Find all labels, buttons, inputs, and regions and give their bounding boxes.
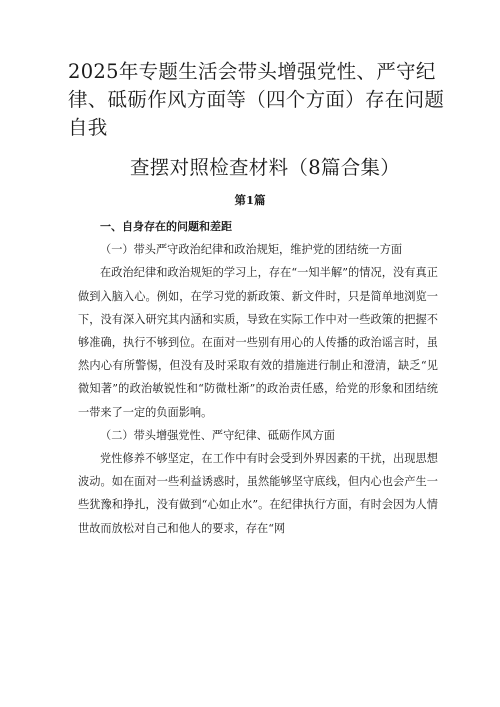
section-heading-1: 一、自身存在的问题和差距 <box>100 220 232 233</box>
title-line-4: 查摆对照检查材料（8篇合集） <box>130 156 401 179</box>
document-title <box>68 58 445 182</box>
title-line-2: 律、砥砺作风方面等（四个方面）存在问题 <box>68 88 445 111</box>
paragraph-1: 在政治纪律和政治规矩的学习上，存在“一知半解”的情况，没有真正做到入脑入心。例如，在学习党的新政策、新文件时，只是简单地浏览一下，没有深入研究其内涵和实质，导致在实际工作中对一些政策的把握不够准确，执行不够到位。在面对一些别有用心的人传播的政治谣言时，虽然内心有所警惕，但没有及时采取有效的措施进行制止和澄清，缺乏“见微知著”的政治敏锐性和“防微杜渐”的政治责任感，给党的形象和团结统一带来了一定的负面影响。 <box>78 266 438 419</box>
subsection-heading-2: （二）带头增强党性、严守纪律、砥砺作风方面 <box>100 428 335 442</box>
document-body <box>78 215 438 540</box>
title-line-1: 2025年专题生活会带头增强党性、严守纪 <box>68 60 436 83</box>
subsection-heading-1: （一）带头严守政治纪律和政治规矩，维护党的团结统一方面 <box>100 243 403 257</box>
paragraph-2: 党性修养不够坚定，在工作中有时会受到外界因素的干扰，出现思想波动。如在面对一些利益诱惑时，虽然能够坚守底线，但内心也会产生一些犹豫和挣扎，没有做到“心如止水”。在纪律执行方面，有时会因为人情世故而放松对自己和他人的要求，存在“网 <box>78 452 438 535</box>
title-line-3: 自我 <box>68 116 108 139</box>
chapter-label: 第1篇 <box>234 193 266 207</box>
